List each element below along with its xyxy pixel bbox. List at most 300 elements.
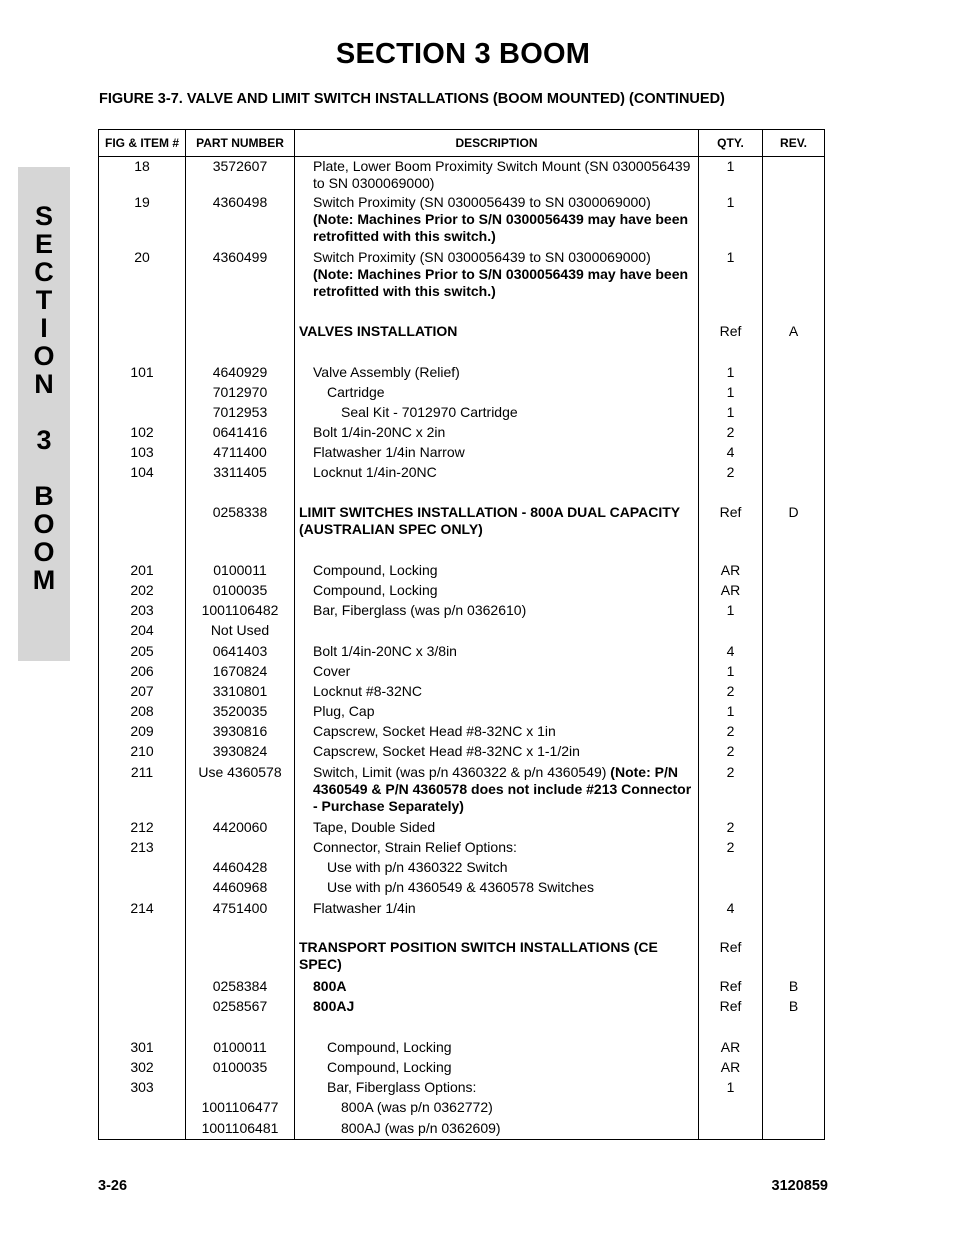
description-text: Cartridge xyxy=(327,383,385,400)
cell-quantity: Ref xyxy=(699,503,763,542)
table-row xyxy=(99,763,825,818)
table-row xyxy=(99,157,825,193)
table-row xyxy=(99,463,825,484)
cell-part-number: 0258338 xyxy=(186,503,295,542)
cell-description xyxy=(295,503,699,542)
description-text: Valve Assembly (Relief) xyxy=(313,363,460,380)
cell-description xyxy=(295,878,699,899)
cell-part-number: 0100011 xyxy=(186,1038,295,1058)
cell-description xyxy=(295,1058,699,1078)
cell-description xyxy=(295,977,699,997)
cell-item-number: 102 xyxy=(99,423,186,443)
cell-revision xyxy=(763,938,825,977)
cell-part-number: 3310801 xyxy=(186,682,295,702)
cell-quantity xyxy=(699,1098,763,1119)
cell-description xyxy=(295,702,699,722)
table-row xyxy=(99,838,825,858)
cell-description xyxy=(295,1098,699,1119)
description-text: Flatwasher 1/4in xyxy=(313,899,416,916)
cell-revision xyxy=(763,1119,825,1140)
cell-description xyxy=(295,1038,699,1058)
description-text: Bar, Fiberglass (was p/n 0362610) xyxy=(313,601,527,618)
cell-part-number: 4711400 xyxy=(186,443,295,463)
table-row xyxy=(99,248,825,303)
cell-quantity: Ref xyxy=(699,977,763,997)
cell-item-number xyxy=(99,542,186,561)
cell-item-number xyxy=(99,484,186,503)
cell-quantity: 2 xyxy=(699,763,763,818)
cell-quantity xyxy=(699,542,763,561)
cell-description xyxy=(295,919,699,938)
cell-revision xyxy=(763,682,825,702)
cell-description xyxy=(295,899,699,919)
cell-item-number xyxy=(99,878,186,899)
table-row xyxy=(99,403,825,423)
description-text: Capscrew, Socket Head #8-32NC x 1in xyxy=(313,722,556,739)
table-row xyxy=(99,344,825,363)
cell-quantity xyxy=(699,858,763,878)
table-row xyxy=(99,938,825,977)
description-text: Compound, Locking xyxy=(327,1058,452,1075)
cell-item-number xyxy=(99,977,186,997)
side-tab-letter: C xyxy=(34,257,54,287)
cell-item-number: 18 xyxy=(99,157,186,193)
cell-item-number: 301 xyxy=(99,1038,186,1058)
section-title: SECTION 3 BOOM xyxy=(335,38,591,70)
description-text: 800A xyxy=(313,977,347,994)
table-row xyxy=(99,193,825,248)
description-text: Use with p/n 4360549 & 4360578 Switches xyxy=(327,878,594,895)
side-tab-letter: O xyxy=(33,537,55,567)
cell-part-number: 3930816 xyxy=(186,722,295,742)
cell-description xyxy=(295,763,699,818)
cell-item-number xyxy=(99,1098,186,1119)
cell-revision xyxy=(763,248,825,303)
side-tab-letter: N xyxy=(34,369,54,399)
cell-item-number xyxy=(99,938,186,977)
table-row xyxy=(99,818,825,838)
cell-quantity xyxy=(699,484,763,503)
cell-revision xyxy=(763,838,825,858)
column-header-description: DESCRIPTION xyxy=(295,130,699,157)
description-text: Capscrew, Socket Head #8-32NC x 1-1/2in xyxy=(313,742,580,759)
cell-quantity xyxy=(699,303,763,322)
cell-part-number: Not Used xyxy=(186,621,295,642)
cell-part-number: 0100035 xyxy=(186,1058,295,1078)
cell-quantity xyxy=(699,878,763,899)
cell-description xyxy=(295,484,699,503)
table-row xyxy=(99,662,825,682)
cell-revision xyxy=(763,363,825,383)
cell-quantity: AR xyxy=(699,581,763,601)
cell-part-number: 3311405 xyxy=(186,463,295,484)
cell-item-number xyxy=(99,1018,186,1038)
cell-item-number: 210 xyxy=(99,742,186,763)
table-row xyxy=(99,682,825,702)
description-note: (Note: Machines Prior to S/N 0300056439 may have been retrofitted with this switch.) xyxy=(313,265,689,299)
cell-part-number: 4360499 xyxy=(186,248,295,303)
column-header-part-number: PART NUMBER xyxy=(186,130,295,157)
cell-part-number: 4460968 xyxy=(186,878,295,899)
cell-revision xyxy=(763,423,825,443)
cell-quantity xyxy=(699,1119,763,1140)
cell-part-number xyxy=(186,322,295,344)
cell-part-number: 4751400 xyxy=(186,899,295,919)
cell-revision xyxy=(763,742,825,763)
cell-quantity: Ref xyxy=(699,938,763,977)
cell-part-number: 4640929 xyxy=(186,363,295,383)
cell-part-number: 3572607 xyxy=(186,157,295,193)
cell-quantity: 1 xyxy=(699,662,763,682)
cell-revision xyxy=(763,561,825,581)
table-row xyxy=(99,542,825,561)
description-text: 800A (was p/n 0362772) xyxy=(341,1098,493,1115)
cell-quantity xyxy=(699,1018,763,1038)
cell-quantity: 4 xyxy=(699,899,763,919)
table-row xyxy=(99,722,825,742)
table-row xyxy=(99,581,825,601)
cell-item-number: 212 xyxy=(99,818,186,838)
cell-quantity: 2 xyxy=(699,423,763,443)
table-row xyxy=(99,322,825,344)
cell-item-number: 201 xyxy=(99,561,186,581)
cell-revision xyxy=(763,662,825,682)
cell-part-number xyxy=(186,344,295,363)
cell-quantity: Ref xyxy=(699,322,763,344)
cell-description xyxy=(295,383,699,403)
cell-description xyxy=(295,1119,699,1140)
cell-part-number: 7012953 xyxy=(186,403,295,423)
cell-part-number xyxy=(186,1018,295,1038)
description-text: Plate, Lower Boom Proximity Switch Mount (SN 0300056439 to SN 0300069000) xyxy=(313,158,691,191)
cell-revision xyxy=(763,344,825,363)
column-header-rev: REV. xyxy=(763,130,825,157)
table-row xyxy=(99,1119,825,1140)
cell-item-number: 213 xyxy=(99,838,186,858)
cell-revision xyxy=(763,722,825,742)
cell-description xyxy=(295,858,699,878)
cell-item-number xyxy=(99,919,186,938)
cell-quantity: 1 xyxy=(699,248,763,303)
table-row xyxy=(99,1098,825,1119)
table-row xyxy=(99,642,825,662)
cell-quantity: 1 xyxy=(699,193,763,248)
cell-item-number: 302 xyxy=(99,1058,186,1078)
cell-part-number: 4420060 xyxy=(186,818,295,838)
cell-part-number: 0100011 xyxy=(186,561,295,581)
table-row xyxy=(99,1018,825,1038)
cell-revision xyxy=(763,919,825,938)
table-row xyxy=(99,503,825,542)
cell-item-number xyxy=(99,997,186,1018)
cell-item-number: 202 xyxy=(99,581,186,601)
cell-item-number xyxy=(99,344,186,363)
description-text: Seal Kit - 7012970 Cartridge xyxy=(341,403,518,420)
cell-revision xyxy=(763,601,825,621)
cell-part-number: 0258567 xyxy=(186,997,295,1018)
cell-revision xyxy=(763,484,825,503)
cell-part-number: 4360498 xyxy=(186,193,295,248)
cell-quantity: 2 xyxy=(699,463,763,484)
cell-description xyxy=(295,997,699,1018)
cell-item-number xyxy=(99,303,186,322)
table-row xyxy=(99,1038,825,1058)
cell-revision xyxy=(763,899,825,919)
description-text: Cover xyxy=(313,662,351,679)
cell-revision xyxy=(763,1018,825,1038)
cell-revision xyxy=(763,1078,825,1098)
cell-description xyxy=(295,322,699,344)
cell-item-number: 19 xyxy=(99,193,186,248)
cell-item-number xyxy=(99,858,186,878)
description-text: Connector, Strain Relief Options: xyxy=(313,838,517,855)
cell-item-number xyxy=(99,503,186,542)
cell-revision xyxy=(763,157,825,193)
cell-quantity: AR xyxy=(699,561,763,581)
cell-description xyxy=(295,1018,699,1038)
table-row xyxy=(99,621,825,642)
cell-revision xyxy=(763,542,825,561)
cell-item-number: 101 xyxy=(99,363,186,383)
cell-description xyxy=(295,463,699,484)
cell-part-number xyxy=(186,303,295,322)
document-number: 3120859 xyxy=(771,1178,828,1194)
cell-description xyxy=(295,423,699,443)
cell-revision xyxy=(763,303,825,322)
description-text: Compound, Locking xyxy=(313,561,438,578)
table-row xyxy=(99,601,825,621)
description-text: VALVES INSTALLATION xyxy=(299,322,458,339)
side-tab-letter: S xyxy=(34,201,53,231)
cell-description xyxy=(295,443,699,463)
cell-description xyxy=(295,662,699,682)
cell-part-number: 1001106481 xyxy=(186,1119,295,1140)
table-row xyxy=(99,997,825,1018)
cell-quantity: 2 xyxy=(699,818,763,838)
cell-quantity: 1 xyxy=(699,363,763,383)
cell-description xyxy=(295,682,699,702)
cell-quantity: 4 xyxy=(699,642,763,662)
cell-part-number: 1670824 xyxy=(186,662,295,682)
description-text: LIMIT SWITCHES INSTALLATION - 800A DUAL CAPACITY (AUSTRALIAN SPEC ONLY) xyxy=(299,503,680,537)
cell-part-number xyxy=(186,542,295,561)
cell-description xyxy=(295,157,699,193)
description-text: Compound, Locking xyxy=(327,1038,452,1055)
cell-revision xyxy=(763,878,825,899)
description-text: Use with p/n 4360322 Switch xyxy=(327,858,508,875)
table-row xyxy=(99,878,825,899)
description-text: Locknut 1/4in-20NC xyxy=(313,463,437,480)
cell-description xyxy=(295,621,699,642)
cell-description xyxy=(295,818,699,838)
table-row xyxy=(99,561,825,581)
table-row xyxy=(99,919,825,938)
cell-item-number: 207 xyxy=(99,682,186,702)
description-text: 800AJ (was p/n 0362609) xyxy=(341,1119,501,1136)
section-side-tab xyxy=(18,167,70,661)
cell-description xyxy=(295,193,699,248)
figure-title: FIGURE 3-7. VALVE AND LIMIT SWITCH INSTALLATIONS (BOOM MOUNTED) (CONTINUED) xyxy=(99,91,725,107)
cell-revision: D xyxy=(763,503,825,542)
cell-description xyxy=(295,938,699,977)
cell-item-number: 303 xyxy=(99,1078,186,1098)
table-row xyxy=(99,1078,825,1098)
side-tab-letter: O xyxy=(33,341,55,371)
cell-quantity: AR xyxy=(699,1058,763,1078)
cell-revision xyxy=(763,193,825,248)
cell-description xyxy=(295,601,699,621)
side-tab-letter: I xyxy=(40,313,48,343)
cell-part-number xyxy=(186,919,295,938)
table-row xyxy=(99,443,825,463)
cell-quantity xyxy=(699,919,763,938)
table-row xyxy=(99,977,825,997)
cell-part-number: 1001106477 xyxy=(186,1098,295,1119)
cell-description xyxy=(295,344,699,363)
cell-item-number: 204 xyxy=(99,621,186,642)
table-header-row xyxy=(99,130,825,157)
cell-quantity: 1 xyxy=(699,601,763,621)
side-tab-letter: B xyxy=(34,481,54,511)
cell-revision xyxy=(763,463,825,484)
description-text: Bar, Fiberglass Options: xyxy=(327,1078,477,1095)
table-row xyxy=(99,363,825,383)
cell-part-number xyxy=(186,484,295,503)
description-text: Switch, Limit (was p/n 4360322 & p/n 4360549) xyxy=(313,763,611,780)
cell-item-number: 214 xyxy=(99,899,186,919)
cell-revision xyxy=(763,702,825,722)
parts-table xyxy=(98,129,825,1140)
description-text: Flatwasher 1/4in Narrow xyxy=(313,443,465,460)
side-tab-letter: M xyxy=(32,565,56,595)
cell-quantity: 4 xyxy=(699,443,763,463)
cell-quantity: 2 xyxy=(699,682,763,702)
cell-quantity: AR xyxy=(699,1038,763,1058)
cell-revision: A xyxy=(763,322,825,344)
cell-revision xyxy=(763,858,825,878)
cell-item-number: 104 xyxy=(99,463,186,484)
cell-item-number: 209 xyxy=(99,722,186,742)
description-text: Bolt 1/4in-20NC x 3/8in xyxy=(313,642,457,659)
side-tab-letter: T xyxy=(35,285,53,315)
cell-quantity: 1 xyxy=(699,1078,763,1098)
cell-quantity: 1 xyxy=(699,403,763,423)
cell-item-number xyxy=(99,383,186,403)
cell-part-number: 7012970 xyxy=(186,383,295,403)
cell-item-number: 203 xyxy=(99,601,186,621)
cell-item-number: 211 xyxy=(99,763,186,818)
cell-item-number: 208 xyxy=(99,702,186,722)
cell-revision xyxy=(763,383,825,403)
cell-quantity xyxy=(699,621,763,642)
cell-revision xyxy=(763,581,825,601)
cell-part-number: Use 4360578 xyxy=(186,763,295,818)
cell-description xyxy=(295,642,699,662)
cell-revision: B xyxy=(763,997,825,1018)
table-row xyxy=(99,1058,825,1078)
cell-quantity: 2 xyxy=(699,742,763,763)
cell-quantity: 1 xyxy=(699,383,763,403)
cell-description xyxy=(295,561,699,581)
column-header-item: FIG & ITEM # xyxy=(99,130,186,157)
cell-part-number: 0641403 xyxy=(186,642,295,662)
cell-quantity: 1 xyxy=(699,702,763,722)
cell-description xyxy=(295,303,699,322)
cell-part-number: 4460428 xyxy=(186,858,295,878)
cell-part-number: 3520035 xyxy=(186,702,295,722)
cell-quantity: 2 xyxy=(699,722,763,742)
description-text: Bolt 1/4in-20NC x 2in xyxy=(313,423,446,440)
table-row xyxy=(99,742,825,763)
description-text: Locknut #8-32NC xyxy=(313,682,422,699)
cell-part-number: 0258384 xyxy=(186,977,295,997)
cell-revision xyxy=(763,443,825,463)
column-header-qty: QTY. xyxy=(699,130,763,157)
cell-description xyxy=(295,581,699,601)
cell-revision xyxy=(763,818,825,838)
cell-description xyxy=(295,722,699,742)
cell-item-number xyxy=(99,403,186,423)
description-text: Switch Proximity (SN 0300056439 to SN 0300069000) xyxy=(313,193,651,210)
cell-item-number xyxy=(99,1119,186,1140)
cell-description xyxy=(295,838,699,858)
cell-description xyxy=(295,248,699,303)
cell-quantity: 2 xyxy=(699,838,763,858)
cell-item-number: 20 xyxy=(99,248,186,303)
table-row xyxy=(99,484,825,503)
cell-part-number xyxy=(186,838,295,858)
description-text: TRANSPORT POSITION SWITCH INSTALLATIONS (CE SPEC) xyxy=(299,938,658,972)
cell-revision: B xyxy=(763,977,825,997)
table-row xyxy=(99,899,825,919)
cell-revision xyxy=(763,763,825,818)
description-note: (Note: Machines Prior to S/N 0300056439 may have been retrofitted with this switch.) xyxy=(313,210,689,244)
table-row xyxy=(99,303,825,322)
cell-revision xyxy=(763,621,825,642)
cell-revision xyxy=(763,1038,825,1058)
side-tab-letter: E xyxy=(34,229,53,259)
page-number: 3-26 xyxy=(98,1178,128,1194)
description-text: 800AJ xyxy=(313,997,355,1014)
cell-revision xyxy=(763,403,825,423)
parts-table-body xyxy=(99,157,825,1140)
description-text: Plug, Cap xyxy=(313,702,375,719)
table-row xyxy=(99,383,825,403)
cell-description xyxy=(295,1078,699,1098)
cell-revision xyxy=(763,642,825,662)
table-row xyxy=(99,858,825,878)
cell-quantity xyxy=(699,344,763,363)
cell-part-number: 1001106482 xyxy=(186,601,295,621)
cell-item-number: 103 xyxy=(99,443,186,463)
cell-item-number xyxy=(99,322,186,344)
table-row xyxy=(99,423,825,443)
description-text: Switch Proximity (SN 0300056439 to SN 0300069000) xyxy=(313,248,651,265)
description-text: Tape, Double Sided xyxy=(313,818,436,835)
cell-quantity: 1 xyxy=(699,157,763,193)
cell-part-number: 3930824 xyxy=(186,742,295,763)
cell-quantity: Ref xyxy=(699,997,763,1018)
cell-description xyxy=(295,363,699,383)
cell-part-number xyxy=(186,938,295,977)
cell-description xyxy=(295,542,699,561)
table-row xyxy=(99,702,825,722)
side-tab-letter: O xyxy=(33,509,55,539)
cell-revision xyxy=(763,1098,825,1119)
side-tab-letter: 3 xyxy=(36,425,52,455)
cell-description xyxy=(295,742,699,763)
cell-part-number: 0100035 xyxy=(186,581,295,601)
